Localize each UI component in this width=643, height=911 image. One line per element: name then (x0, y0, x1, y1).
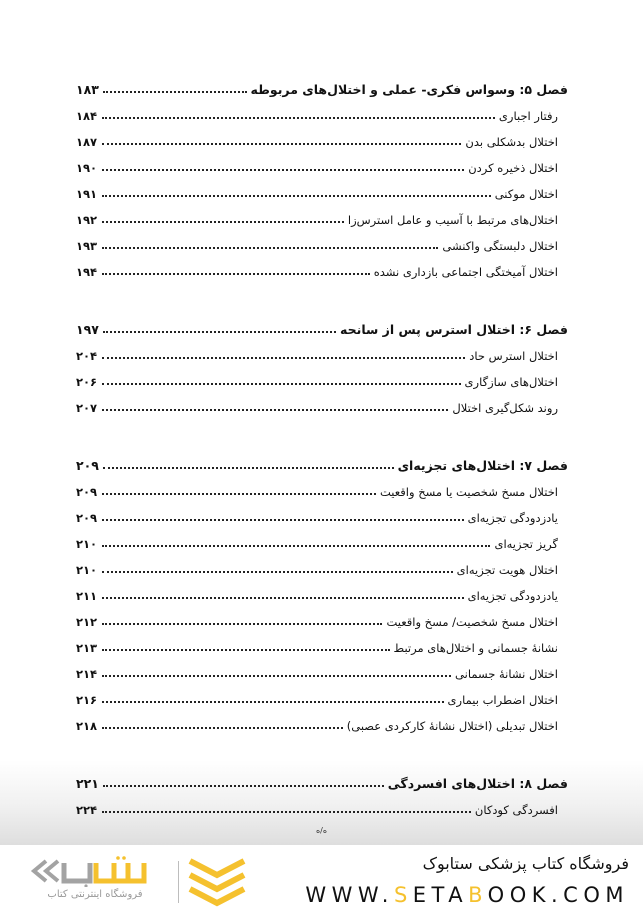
entry-page-number: ۱۹۱ (76, 187, 98, 201)
entry-title: اختلال اضطراب بیماری (447, 693, 558, 707)
entry-title: افسردگی کودکان (474, 803, 558, 817)
chapter-title: فصل ۵: وسواس فکری- عملی و اختلال‌های مربوطه (250, 82, 568, 97)
entry-title: اختلال موکنی (494, 187, 558, 201)
entry-title: اختلال مسخ شخصیت/ مسخ واقعیت (386, 615, 558, 629)
toc-entry[interactable] (76, 638, 568, 664)
entry-title: روند شکل‌گیری اختلال (452, 401, 558, 415)
entry-page-number: ۱۹۴ (76, 265, 98, 279)
entry-page-number: ۲۱۸ (76, 719, 98, 733)
url-part: WWW. (305, 883, 394, 907)
page-number: ه/ه (315, 826, 328, 835)
section-spacer (76, 288, 568, 320)
entry-title: نشانهٔ جسمانی و اختلال‌های مرتبط (393, 641, 558, 655)
logo-tagline: فروشگاه اینترنتی کتاب (47, 889, 143, 900)
dot-leader (102, 132, 461, 146)
entry-page-number: ۲۱۰ (76, 537, 98, 551)
section-spacer (76, 742, 568, 774)
dot-leader (102, 262, 370, 276)
entry-title: یادزدودگی تجزیه‌ای (467, 589, 558, 603)
entry-page-number: ۱۹۲ (76, 213, 98, 227)
toc-entry[interactable] (76, 346, 568, 372)
toc-entry[interactable] (76, 664, 568, 690)
entry-page-number: ۱۹۳ (76, 239, 98, 253)
store-url-link[interactable] (305, 883, 629, 907)
dot-leader (102, 372, 461, 386)
entry-title: گریز تجزیه‌ای (494, 537, 558, 551)
toc-entry[interactable] (76, 132, 568, 158)
entry-page-number: ۲۰۹ (76, 485, 98, 499)
url-highlight: S (393, 883, 413, 907)
toc-entry[interactable] (76, 210, 568, 236)
entry-page-number: ۲۰۷ (76, 401, 98, 415)
entry-title: رفتار اجباری (498, 109, 558, 123)
dot-leader (102, 690, 444, 704)
chapter-page-number: ۲۲۱ (76, 776, 99, 791)
dot-leader (102, 716, 343, 730)
entry-page-number: ۲۱۰ (76, 563, 98, 577)
toc-entry[interactable] (76, 236, 568, 262)
dot-leader (102, 586, 464, 600)
entry-title: اختلال تبدیلی (اختلال نشانهٔ کارکردی عصبی) (346, 719, 558, 733)
store-brand (305, 853, 629, 907)
url-highlight: B (468, 883, 488, 907)
dot-leader (102, 398, 448, 412)
toc-entry[interactable] (76, 612, 568, 638)
dot-leader (102, 158, 464, 172)
url-part: ETA (412, 883, 469, 907)
toc-entry[interactable] (76, 106, 568, 132)
toc-entry[interactable] (76, 158, 568, 184)
logo-divider (178, 861, 179, 903)
entry-page-number: ۱۸۴ (76, 109, 98, 123)
toc-entry[interactable] (76, 184, 568, 210)
chapter-title: فصل ۸: اختلال‌های افسردگی (387, 776, 568, 791)
entry-title: اختلال‌های مرتبط با آسیب و عامل استرس‌زا (347, 213, 558, 227)
toc-entry[interactable] (76, 508, 568, 534)
entry-title: یادزدودگی تجزیه‌ای (467, 511, 558, 525)
dot-leader (103, 774, 384, 788)
entry-page-number: ۱۸۷ (76, 135, 98, 149)
toc-entry[interactable] (76, 560, 568, 586)
entry-page-number: ۲۱۴ (76, 667, 98, 681)
toc-entry[interactable] (76, 398, 568, 424)
entry-title: اختلال آمیختگی اجتماعی بازداری نشده (373, 265, 558, 279)
toc-entry[interactable] (76, 586, 568, 612)
store-footer-banner (0, 845, 643, 911)
dot-leader (102, 664, 451, 678)
dot-leader (102, 210, 344, 224)
dot-leader (102, 482, 376, 496)
toc-chapter-5[interactable] (76, 80, 568, 106)
entry-page-number: ۲۱۳ (76, 641, 98, 655)
logo-wordmark-icon (28, 855, 148, 887)
dot-leader (102, 800, 471, 814)
entry-title: اختلال هویت تجزیه‌ای (456, 563, 558, 577)
entry-title: اختلال استرس حاد (469, 349, 558, 363)
toc-entry[interactable] (76, 372, 568, 398)
dot-leader (102, 346, 465, 360)
toc-chapter-7[interactable] (76, 456, 568, 482)
dot-leader (102, 534, 490, 548)
entry-title: اختلال مسخ شخصیت یا مسخ واقعیت (379, 485, 558, 499)
chapter-page-number: ۱۹۷ (76, 322, 99, 337)
toc-entry[interactable] (76, 716, 568, 742)
toc-chapter-8[interactable] (76, 774, 568, 800)
toc-entry[interactable] (76, 262, 568, 288)
dot-leader (102, 560, 453, 574)
toc-entry[interactable] (76, 534, 568, 560)
table-of-contents (76, 80, 568, 826)
toc-chapter-6[interactable] (76, 320, 568, 346)
entry-title: اختلال‌های سازگاری (464, 375, 558, 389)
entry-title: اختلال بدشکلی بدن (465, 135, 558, 149)
entry-page-number: ۱۹۰ (76, 161, 98, 175)
store-name: فروشگاه کتاب پزشکی ستابوک (422, 854, 629, 873)
entry-page-number: ۲۰۶ (76, 375, 98, 389)
chapter-title: فصل ۷: اختلال‌های تجزیه‌ای (397, 458, 568, 473)
entry-page-number: ۲۰۹ (76, 511, 98, 525)
entry-page-number: ۲۱۲ (76, 615, 98, 629)
entry-page-number: ۲۲۴ (76, 803, 98, 817)
chapter-page-number: ۲۰۹ (76, 458, 99, 473)
dot-leader (102, 184, 491, 198)
entry-title: اختلال دلبستگی واکنشی (442, 239, 558, 253)
entry-page-number: ۲۱۶ (76, 693, 98, 707)
chapter-page-number: ۱۸۳ (76, 82, 99, 97)
entry-title: اختلال ذخیره کردن (468, 161, 558, 175)
entry-page-number: ۲۱۱ (76, 589, 98, 603)
url-part: OOK.COM (487, 883, 629, 907)
chapter-title: فصل ۶: اختلال استرس پس از سانحه (340, 322, 568, 337)
dot-leader (102, 236, 438, 250)
dot-leader (102, 612, 382, 626)
setabook-logo[interactable] (28, 855, 248, 907)
dot-leader (102, 638, 390, 652)
dot-leader (102, 508, 464, 522)
toc-entry[interactable] (76, 800, 568, 826)
section-spacer (76, 424, 568, 456)
dot-leader (103, 320, 336, 334)
toc-entry[interactable] (76, 690, 568, 716)
chevron-book-icon (186, 857, 248, 907)
dot-leader (103, 456, 394, 470)
dot-leader (102, 106, 495, 120)
toc-entry[interactable] (76, 482, 568, 508)
entry-page-number: ۲۰۴ (76, 349, 98, 363)
entry-title: اختلال نشانهٔ جسمانی (455, 667, 558, 681)
dot-leader (103, 80, 247, 94)
